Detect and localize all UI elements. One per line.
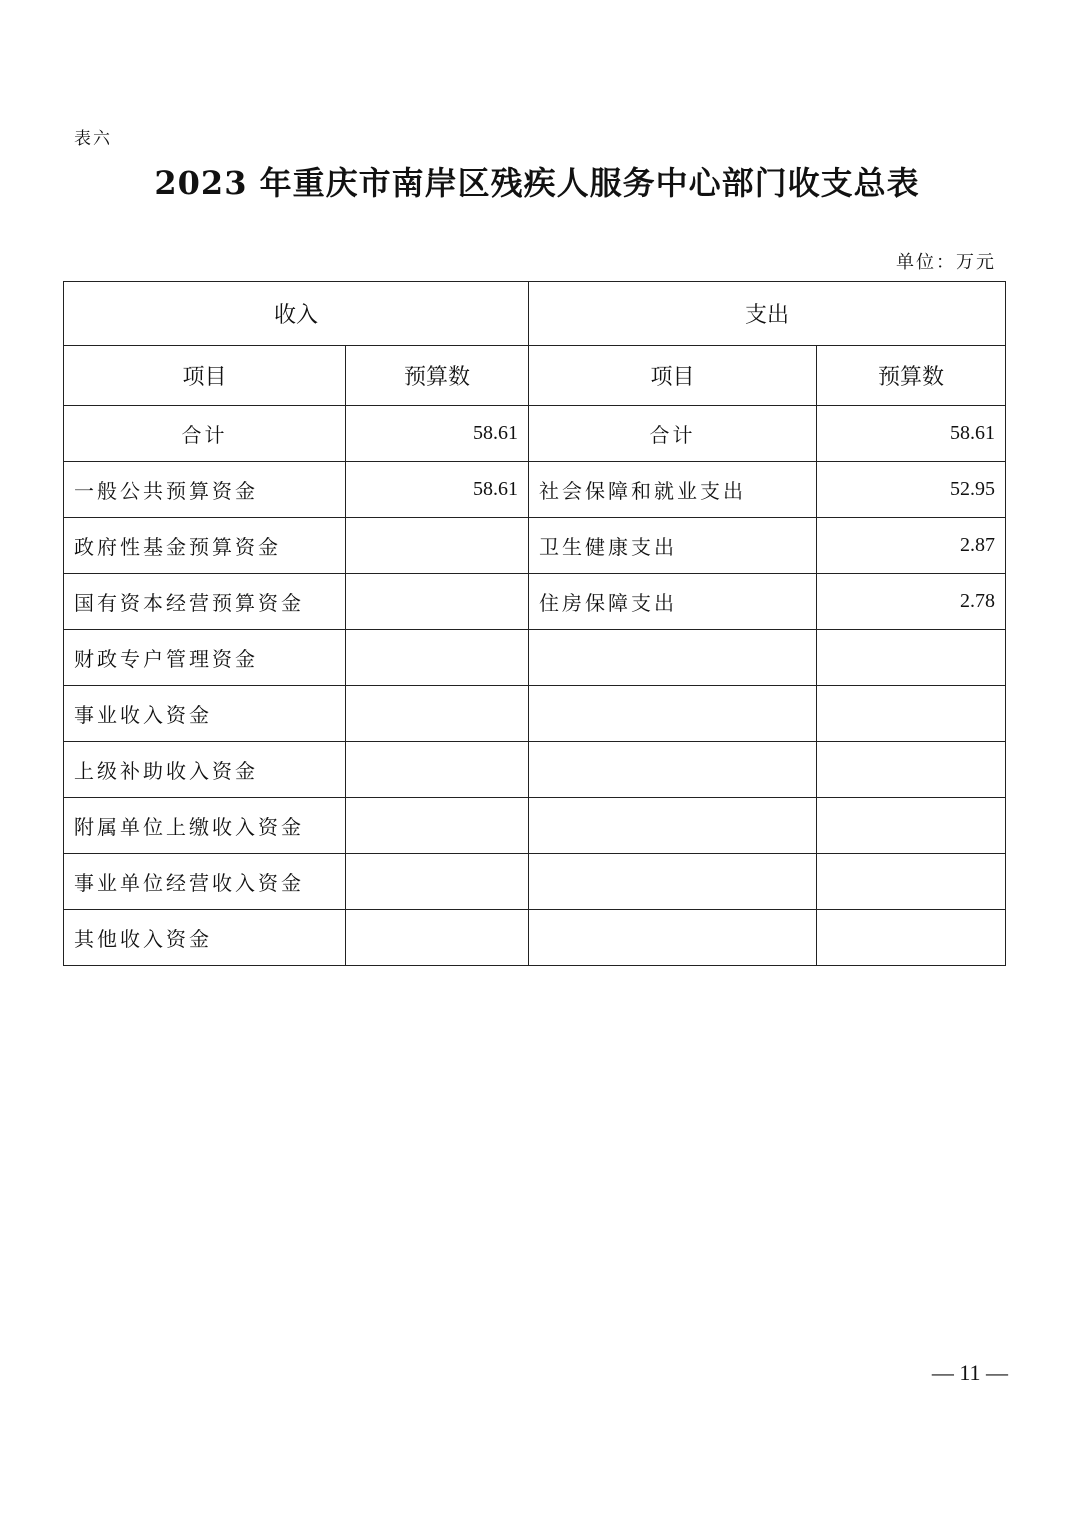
table-row bbox=[64, 462, 1006, 518]
table-row-total bbox=[64, 406, 1006, 462]
income-item-cell: 事业单位经营收入资金 bbox=[64, 854, 346, 910]
income-item-cell: 附属单位上缴收入资金 bbox=[64, 798, 346, 854]
expense-group-header: 支出 bbox=[529, 282, 1006, 346]
unit-label: 单位：万元 bbox=[896, 252, 996, 273]
expense-budget-cell bbox=[817, 742, 1006, 798]
expense-budget-header: 预算数 bbox=[817, 346, 1006, 406]
expense-budget-cell: 2.87 bbox=[817, 518, 1006, 574]
income-budget-cell bbox=[346, 798, 529, 854]
income-budget-cell: 58.61 bbox=[346, 462, 529, 518]
income-budget-cell bbox=[346, 686, 529, 742]
expense-budget-cell: 52.95 bbox=[817, 462, 1006, 518]
table-row bbox=[64, 742, 1006, 798]
expense-item-cell bbox=[529, 686, 817, 742]
expense-item-cell: 社会保障和就业支出 bbox=[529, 462, 817, 518]
table-row bbox=[64, 854, 1006, 910]
expense-item-cell bbox=[529, 798, 817, 854]
table-label: 表六 bbox=[74, 129, 112, 149]
income-item-cell: 合计 bbox=[64, 406, 346, 462]
income-item-cell: 事业收入资金 bbox=[64, 686, 346, 742]
table-row bbox=[64, 518, 1006, 574]
expense-budget-cell bbox=[817, 686, 1006, 742]
income-item-cell: 财政专户管理资金 bbox=[64, 630, 346, 686]
group-header-row bbox=[64, 282, 1006, 346]
income-budget-cell bbox=[346, 518, 529, 574]
income-group-header: 收入 bbox=[64, 282, 529, 346]
income-item-header: 项目 bbox=[64, 346, 346, 406]
expense-budget-cell bbox=[817, 854, 1006, 910]
expense-item-cell: 住房保障支出 bbox=[529, 574, 817, 630]
income-budget-cell: 58.61 bbox=[346, 406, 529, 462]
income-budget-cell bbox=[346, 910, 529, 966]
income-budget-cell bbox=[346, 574, 529, 630]
income-budget-cell bbox=[346, 630, 529, 686]
income-item-cell: 其他收入资金 bbox=[64, 910, 346, 966]
income-item-cell: 一般公共预算资金 bbox=[64, 462, 346, 518]
expense-item-cell bbox=[529, 630, 817, 686]
expense-item-cell bbox=[529, 742, 817, 798]
expense-budget-cell bbox=[817, 798, 1006, 854]
expense-item-header: 项目 bbox=[529, 346, 817, 406]
income-item-cell: 政府性基金预算资金 bbox=[64, 518, 346, 574]
page-number: — 11 — bbox=[931, 1360, 1008, 1385]
table-row bbox=[64, 798, 1006, 854]
income-item-cell: 上级补助收入资金 bbox=[64, 742, 346, 798]
income-item-cell: 国有资本经营预算资金 bbox=[64, 574, 346, 630]
expense-budget-cell bbox=[817, 910, 1006, 966]
table-row bbox=[64, 630, 1006, 686]
page-title: 2023 年重庆市南岸区残疾人服务中心部门收支总表 bbox=[154, 164, 920, 202]
expense-item-cell bbox=[529, 854, 817, 910]
expense-item-cell: 合计 bbox=[529, 406, 817, 462]
table-row bbox=[64, 910, 1006, 966]
budget-table bbox=[63, 281, 1006, 966]
table-row bbox=[64, 574, 1006, 630]
expense-item-cell bbox=[529, 910, 817, 966]
expense-budget-cell bbox=[817, 630, 1006, 686]
expense-budget-cell: 2.78 bbox=[817, 574, 1006, 630]
column-header-row bbox=[64, 346, 1006, 406]
income-budget-cell bbox=[346, 854, 529, 910]
expense-budget-cell: 58.61 bbox=[817, 406, 1006, 462]
expense-item-cell: 卫生健康支出 bbox=[529, 518, 817, 574]
income-budget-header: 预算数 bbox=[346, 346, 529, 406]
income-budget-cell bbox=[346, 742, 529, 798]
table-row bbox=[64, 686, 1006, 742]
